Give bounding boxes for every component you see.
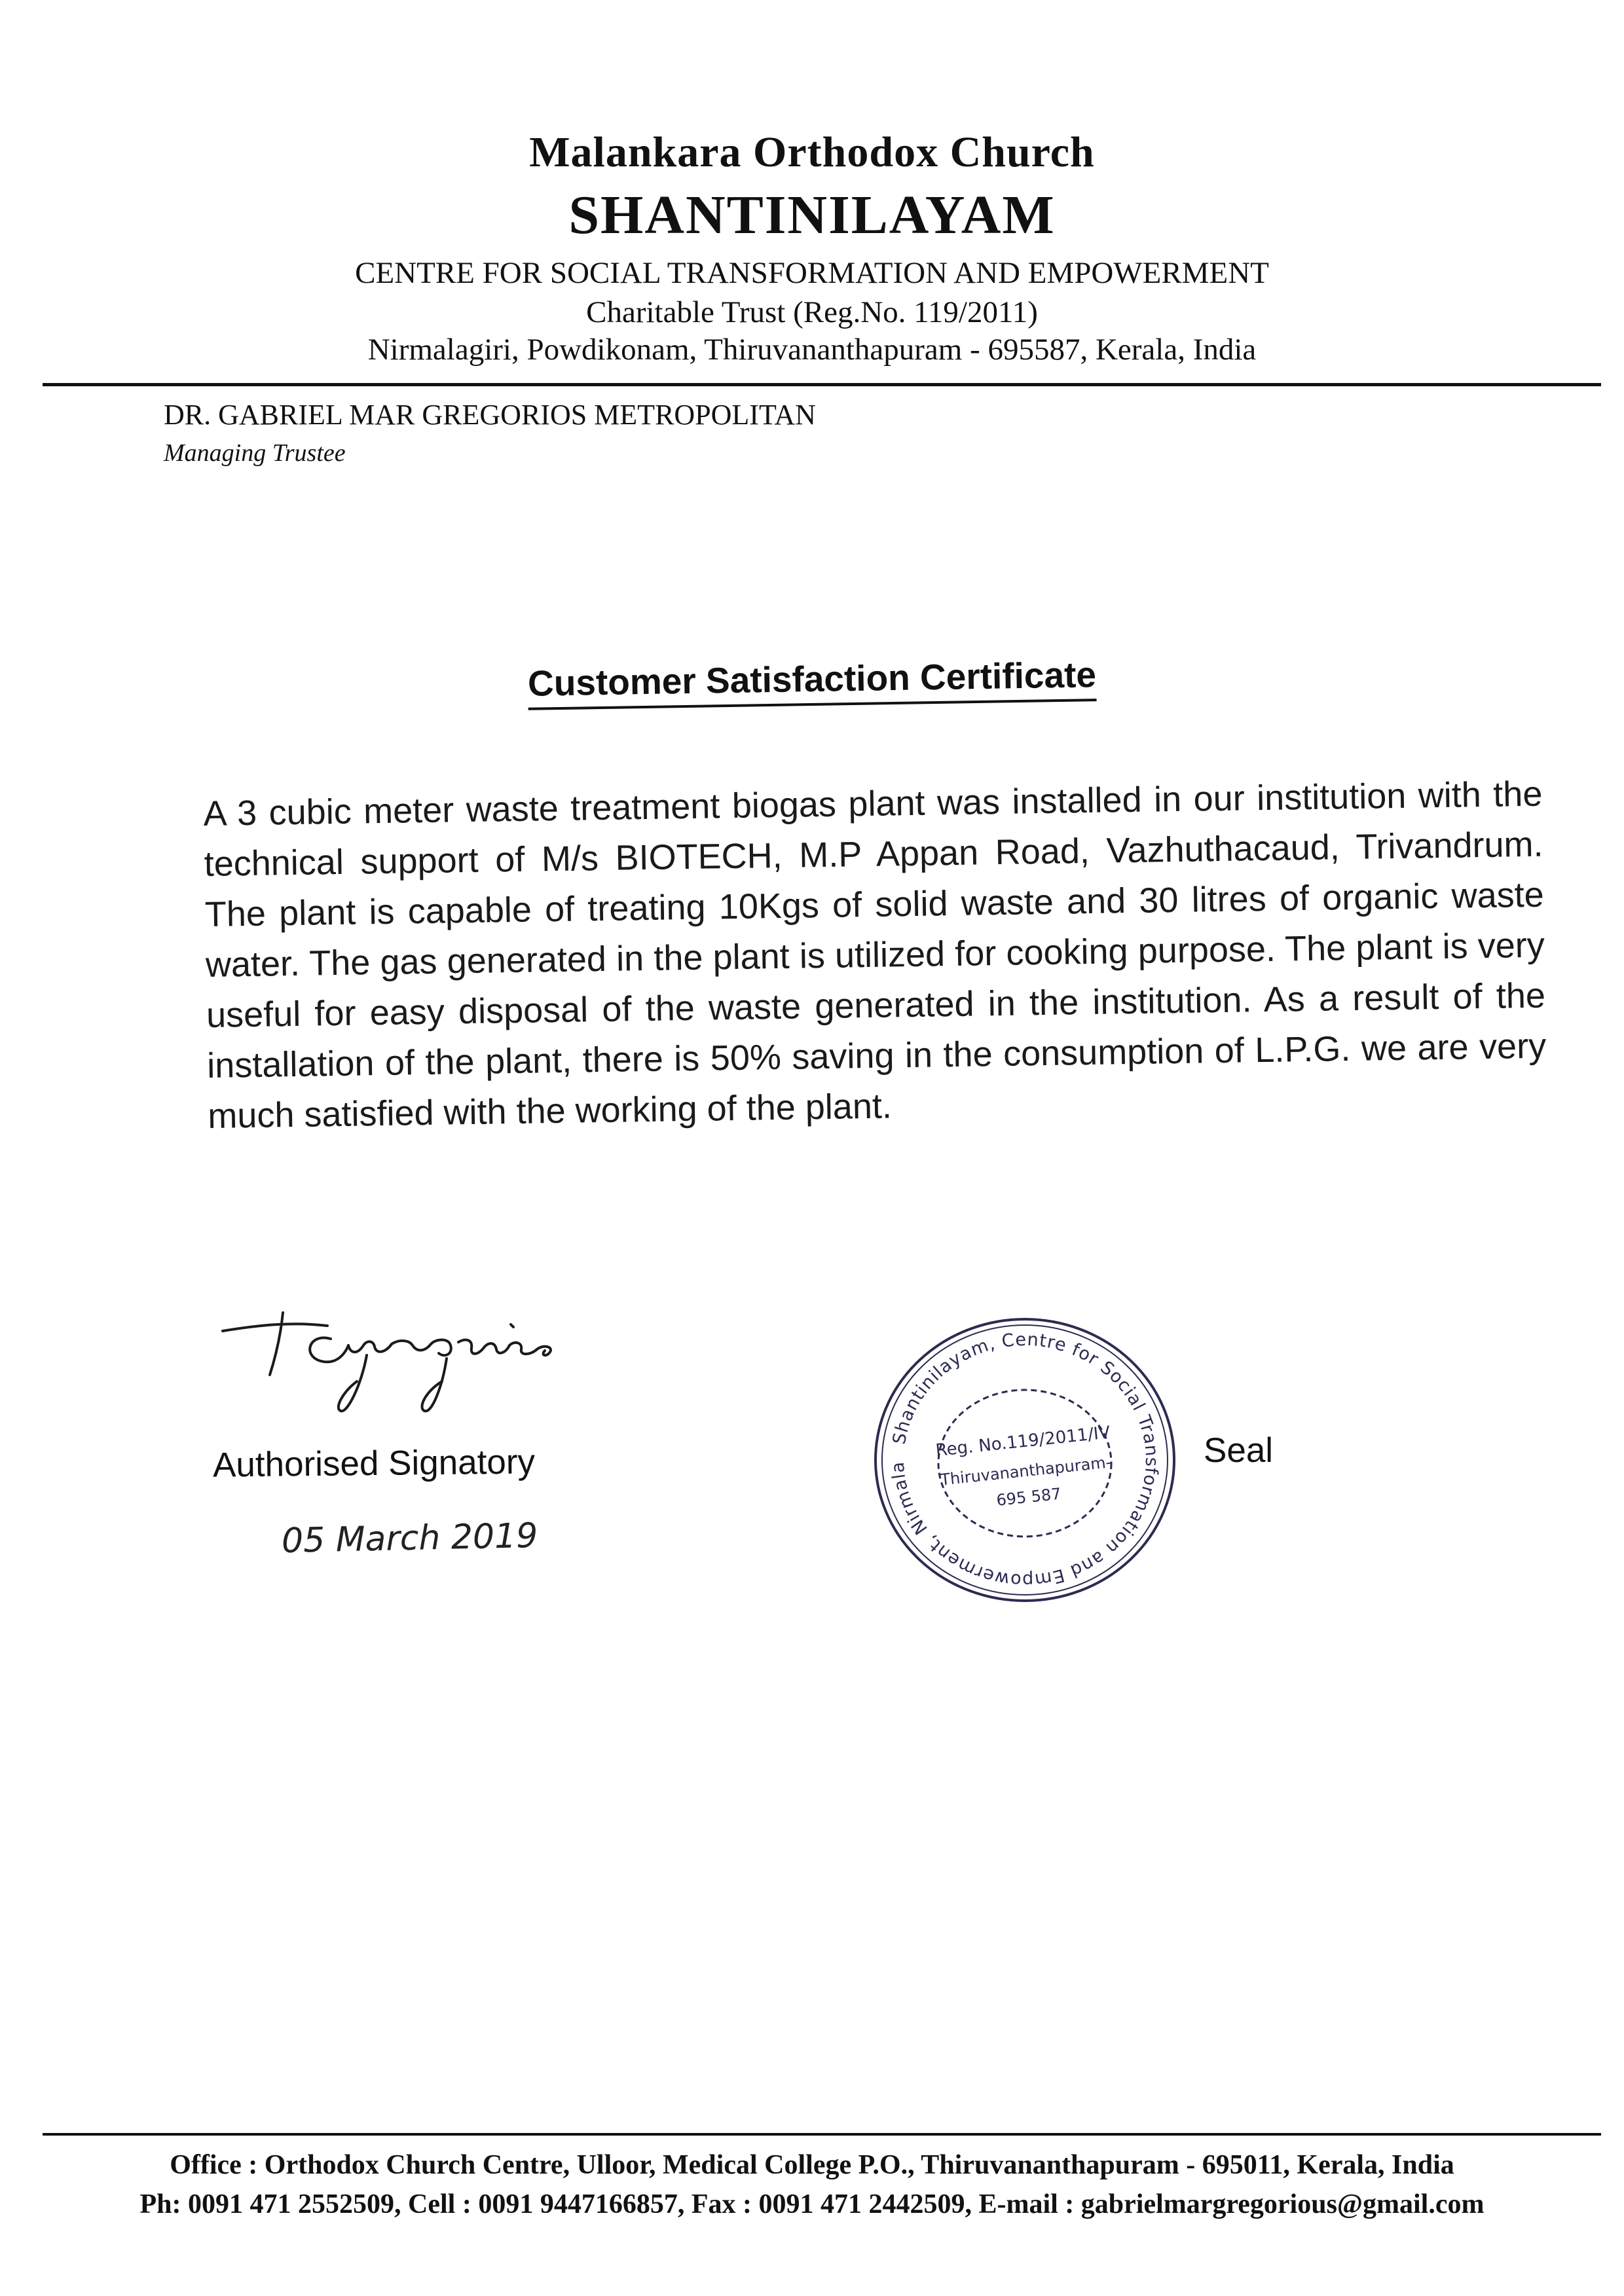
signature-date: 05 March 2019 bbox=[281, 1516, 538, 1561]
centre-name: CENTRE FOR SOCIAL TRANSFORMATION AND EMPOWERMENT bbox=[355, 256, 1269, 290]
seal-stamp bbox=[861, 1309, 1189, 1611]
seal-label: Seal bbox=[1204, 1431, 1274, 1470]
trustee-role: Managing Trustee bbox=[164, 439, 346, 467]
signature-drawing bbox=[210, 1293, 576, 1437]
trustee-name: DR. GABRIEL MAR GREGORIOS METROPOLITAN bbox=[164, 399, 816, 431]
svg-text:695 587: 695 587 bbox=[995, 1484, 1062, 1510]
letterhead-address: Nirmalagiri, Powdikonam, Thiruvananthapuram - 695587, Kerala, India bbox=[367, 333, 1257, 367]
certificate-body: A 3 cubic meter waste treatment biogas plant was installed in our institution with the technical support of M/s BIOTECH, M.P Appan Road, Vazhuthacaud, Trivandrum. The plant is capable of treating 10Kgs of solid waste and 30 litres of organic waste water. The gas generated in the plant is utilized for cooking purpose. The plant is very useful for easy disposal of the waste generated in the institution. As a result of the installation of the plant, there is 50% saving in the consumption of L.P.G. we are very much satisfied with the working of the plant. bbox=[203, 774, 1547, 1136]
certificate-title bbox=[0, 646, 1624, 713]
institution-seal bbox=[861, 1309, 1189, 1614]
office-address: Office : Orthodox Church Centre, Ulloor, Medical College P.O., Thiruvananthapuram - 695011, Kerala, India bbox=[170, 2150, 1454, 2180]
svg-text:Reg. No.119/2011/IV: Reg. No.119/2011/IV bbox=[934, 1423, 1111, 1461]
church-name: Malankara Orthodox Church bbox=[529, 128, 1095, 176]
footer-divider bbox=[43, 2133, 1601, 2136]
handwritten-signature bbox=[210, 1293, 576, 1440]
header-divider bbox=[43, 383, 1601, 386]
svg-text:Shantinilayam, Centre for Soci: Shantinilayam, Centre for Social Transformation and Empowerment, Nirmala bbox=[887, 1329, 1162, 1591]
trust-registration: Charitable Trust (Reg.No. 119/2011) bbox=[586, 295, 1038, 329]
signatory-label: Authorised Signatory bbox=[212, 1442, 536, 1485]
contact-details: Ph: 0091 471 2552509, Cell : 0091 9447166857, Fax : 0091 471 2442509, E-mail : gabrielmargregorious@gmail.com bbox=[139, 2189, 1485, 2219]
certificate-title-text: Customer Satisfaction Certificate bbox=[528, 654, 1097, 710]
institution-name: SHANTINILAYAM bbox=[568, 185, 1056, 246]
svg-text:Thiruvananthapuram-: Thiruvananthapuram- bbox=[940, 1453, 1113, 1489]
